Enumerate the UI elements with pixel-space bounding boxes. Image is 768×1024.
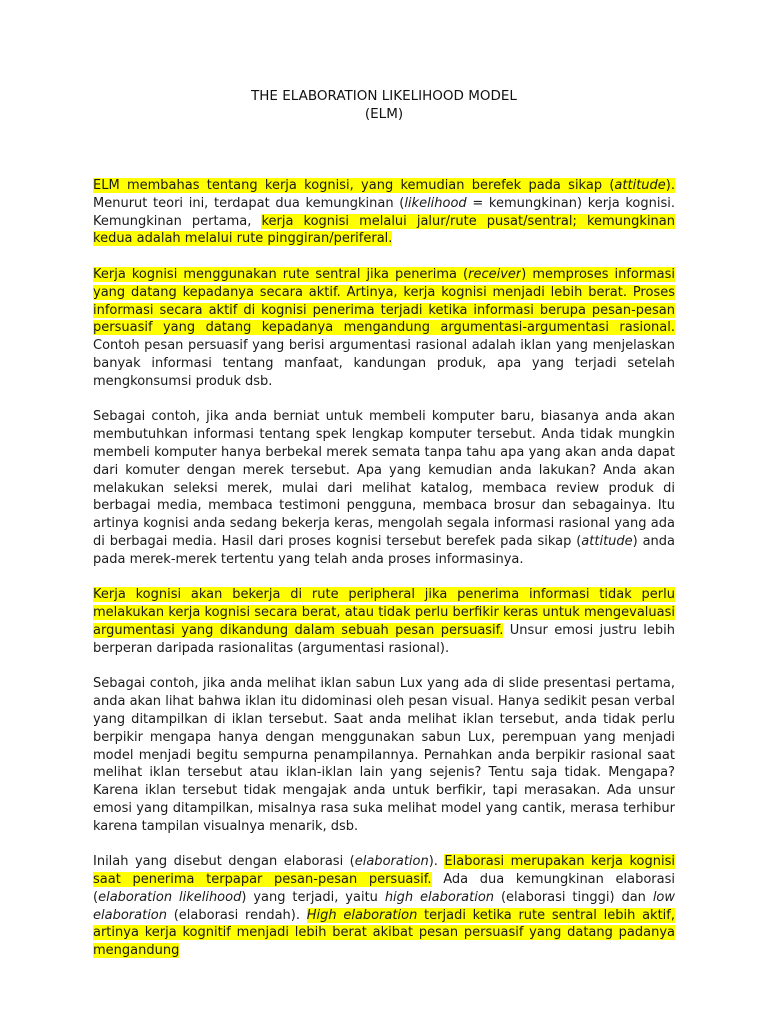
text-run: Kerja kognisi akan bekerja di rute peripheral jika penerima informasi tidak perlu melakukan kerja kognisi secara berat, atau tidak perlu berfikir keras untuk mengevaluasi argumentasi yang dikandung dalam sebuah pesan persuasif. [93,587,675,638]
text-run: ). [428,854,445,870]
text-run: terjadi ketika rute sentral lebih aktif, artinya kerja kognitif menjadi lebih berat akibat pesan persuasif yang datang padanya mengandung [93,907,675,959]
title-line-2: (ELM) [364,106,404,122]
text-run: Unsur emosi justru lebih berperan daripada rasionalitas (argumentasi rasional). [93,622,675,656]
text-run: Inilah yang disebut dengan elaborasi ( [93,854,355,870]
paragraph-5 [93,675,675,835]
text-run: Kerja kognisi menggunakan rute sentral jika penerima ( [93,266,469,282]
text-run: ) memproses informasi yang datang kepadanya secara aktif. Artinya, kerja kognisi menjadi lebih berat. Proses informasi secara aktif di kognisi penerima terjadi ketika informasi berupa pesan-pesan persuasif yang datang kepadanya mengandung argumentasi-argumentasi rasional. [93,266,675,336]
text-run: ) anda pada merek-merek tertentu yang telah anda proses informasinya. [93,533,675,567]
text-run: likelihood [404,195,467,211]
paragraph-6 [93,853,675,960]
text-run: low elaboration [93,889,676,923]
text-run: Ada dua kemungkinan elaborasi ( [93,872,676,905]
text-run: High elaboration [306,907,418,923]
document-body [93,177,675,960]
text-run: attitude [581,533,633,549]
text-run: kerja kognisi melalui jalur/rute pusat/sentral; kemungkinan kedua adalah melalui rute pinggiran/periferal. [93,213,675,247]
paragraph-2 [93,266,675,391]
text-run: Menurut teori ini, terdapat dua kemungkinan ( [93,195,405,211]
text-run: Sebagai contoh, jika anda melihat iklan sabun Lux yang ada di slide presentasi pertama, anda akan lihat bahwa iklan itu didominasi oleh pesan visual. Hanya sedikit pesan verbal yang ditampilkan di iklan tersebut. Saat anda melihat iklan tersebut, anda tidak perlu berpikir mengapa hanya dengan menggunakan sabun Lux, perempuan yang menjadi model menjadi begitu sempurna penampilannya. Pernahkan anda berpikir rasional saat melihat iklan tersebut atau iklan-iklan lain yang sejenis? Tentu saja tidak. Mengapa? Karena iklan tersebut tidak mengajak anda untuk berfikir, tapi merasakan. Ada unsur emosi yang ditampilkan, misalnya rasa suka melihat model yang cantik, merasa terhibur karena tampilan visualnya menarik, dsb. [93,676,675,834]
text-run: ). [665,178,675,193]
text-run: elaboration likelihood [98,889,242,905]
text-run: (elaborasi rendah). [167,907,307,923]
text-run: Sebagai contoh, jika anda berniat untuk membeli komputer baru, biasanya anda akan membutuhkan informasi tentang spek lengkap komputer tersebut. Anda tidak mungkin membeli komputer hanya berbekal merek semata tanpa tahu apa yang akan anda dapat dari komuter dengan merek tersebut. Apa yang kemudian anda lakukan? Anda akan melakukan seleksi merek, mulai dari melihat katalog, membaca review produk di berbagai media, membaca testimoni pengguna, membaca brosur dan sebagainya. Itu artinya kognisi anda sedang bekerja keras, mengolah segala informasi rasional yang ada di berbagai media. Hasil dari proses kognisi tersebut berefek pada sikap ( [93,409,675,549]
text-run: ) yang terjadi, yaitu [241,889,385,905]
text-run: = kemungkinan) kerja kognisi. Kemungkinan pertama, [93,195,675,229]
paragraph-4 [93,586,675,657]
text-run: elaboration [354,854,429,870]
text-run: Contoh pesan persuasif yang berisi argumentasi rasional adalah iklan yang menjelaskan banyak informasi tentang manfaat, kandungan produk, apa yang terjadi setelah mengkonsumsi produk dsb. [93,338,675,389]
text-run: (elaborasi tinggi) dan [494,889,653,905]
title-line-1: THE ELABORATION LIKELIHOOD MODEL [251,88,517,104]
text-run: Elaborasi merupakan kerja kognisi saat penerima terpapar pesan-pesan persuasif. [93,854,675,888]
text-run: receiver [468,266,522,282]
text-run: attitude [614,178,666,193]
text-run: high elaboration [384,889,495,905]
paragraph-1 [93,177,675,248]
document-title [0,87,768,123]
text-run: ELM membahas tentang kerja kognisi, yang kemudian berefek pada sikap ( [93,178,615,193]
paragraph-3 [93,408,675,568]
